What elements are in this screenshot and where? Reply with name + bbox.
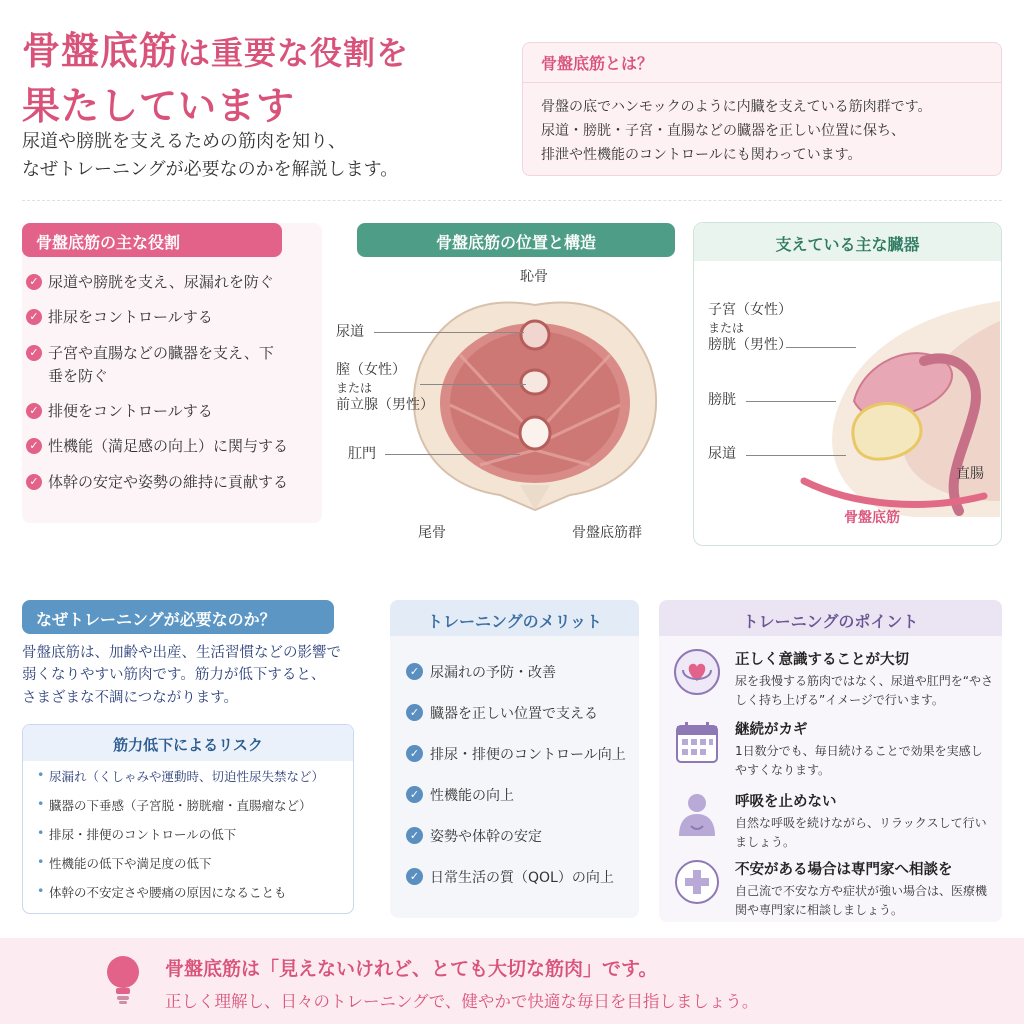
check-icon: ✓ [406, 704, 423, 721]
point-title: 正しく意識することが大切 [735, 652, 909, 668]
check-icon: ✓ [26, 274, 42, 290]
label-vagina-prostate: 膣（女性） または 前立腺（男性） [336, 362, 434, 414]
check-icon: ✓ [26, 403, 42, 419]
what-is-heading: 骨盤底筋とは？ [523, 43, 1001, 83]
list-item: • 性機能の低下や満足度の低下 [37, 854, 324, 872]
list-item: ✓ 日常生活の質（QOL）の向上 [406, 867, 626, 887]
what-is-line1: 骨盤の底でハンモックのように内臓を支えている筋肉群です。 [541, 99, 932, 115]
what-is-line3: 排泄や性機能のコントロールにも関わっています。 [541, 147, 862, 164]
label-urethra: 尿道 [336, 324, 364, 340]
merits-heading: トレーニングのメリット [390, 600, 639, 636]
list-item: • 体幹の不安定さや腰痛の原因になることも [37, 883, 324, 901]
leader-line [786, 347, 856, 348]
list-item: • 臓器の下垂感（子宮脱・膀胱瘤・直腸瘤など） [37, 796, 324, 814]
merits-panel [390, 600, 639, 918]
person-icon [673, 790, 721, 838]
lightbulb-icon [104, 954, 142, 1006]
list-item: ✓ 臓器を正しい位置で支える [406, 703, 626, 723]
footer-line2: 正しく理解し、日々のトレーニングで、健やかで快適な毎日を目指しましょう。 [165, 992, 759, 1011]
label-anus: 肛門 [348, 446, 376, 462]
title-line2: 果たしています [22, 84, 296, 129]
points-heading: トレーニングのポイント [659, 600, 1002, 636]
label-rectum: 直腸 [956, 466, 984, 482]
what-is-body [541, 95, 991, 167]
subtitle-line2: なぜトレーニングが必要なのかを解説します。 [22, 158, 399, 180]
merits-list [406, 662, 626, 908]
why-line2: 弱くなりやすい筋肉です。筋力が低下すると、 [22, 667, 326, 684]
risk-heading: 筋力低下によるリスク [23, 725, 353, 761]
list-item: ✓ 排尿をコントロールする [22, 306, 312, 329]
list-item: ✓ 尿道や膀胱を支え、尿漏れを防ぐ [22, 271, 312, 294]
what-is-line2: 尿道・膀胱・子宮・直腸などの臓器を正しい位置に保ち、 [541, 123, 905, 140]
why-line1: 骨盤底筋は、加齢や出産、生活習慣などの影響で [22, 645, 341, 661]
calendar-icon [673, 718, 721, 766]
check-icon: ✓ [406, 745, 423, 762]
points-panel [659, 600, 1002, 922]
risk-list [37, 767, 324, 912]
point-text: 自己流で不安な方や症状が強い場合は、医療機関や専門家に相談しましょう。 [735, 884, 988, 917]
footer-line1: 骨盤底筋は「見えないけれど、とても大切な筋肉」です。 [165, 958, 658, 980]
pelvic-floor-illustration [400, 285, 670, 525]
point-text: 尿を我慢する筋肉ではなく、尿道や肛門を“やさしく持ち上げる”イメージで行います。 [735, 674, 993, 707]
check-icon: ✓ [26, 474, 42, 490]
check-icon: ✓ [26, 438, 42, 454]
leader-line [374, 332, 524, 333]
list-item: ✓ 子宮や直腸などの臓器を支え、下垂を防ぐ [22, 342, 282, 389]
roles-panel [22, 223, 322, 523]
page-title [22, 24, 492, 134]
list-item: ✓ 体幹の安定や姿勢の維持に貢献する [22, 471, 312, 494]
pelvis-heart-icon [673, 648, 721, 696]
label-pubis: 恥骨 [520, 269, 548, 285]
leader-line [746, 455, 846, 456]
label-urethra: 尿道 [708, 446, 736, 462]
footer-banner [0, 938, 1024, 1024]
leader-line [746, 401, 836, 402]
point-title: 呼吸を止めない [735, 794, 837, 810]
label-bladder: 膀胱 [708, 392, 736, 408]
point-text: 1日数分でも、毎日続けることで効果を実感しやすくなります。 [735, 744, 983, 777]
title-rest: は重要な役割を [178, 34, 410, 72]
why-body [22, 642, 367, 709]
point-text: 自然な呼吸を続けながら、リラックスして行いましょう。 [735, 816, 987, 849]
anatomy-heading: 骨盤底筋の位置と構造 [357, 223, 675, 257]
point-title: 継続がカギ [735, 722, 808, 738]
list-item: ✓ 尿漏れの予防・改善 [406, 662, 626, 682]
check-icon: ✓ [406, 868, 423, 885]
point-title: 不安がある場合は専門家へ相談を [735, 862, 953, 878]
why-line3: さまざまな不調につながります。 [22, 689, 239, 706]
list-item: • 排尿・排便のコントロールの低下 [37, 825, 324, 843]
section-divider [22, 200, 1002, 201]
title-strong: 骨盤底筋 [22, 29, 179, 73]
organs-heading: 支えている主な臓器 [694, 223, 1001, 261]
why-heading: なぜトレーニングが必要なのか？ [22, 600, 334, 634]
check-icon: ✓ [406, 786, 423, 803]
risk-panel [22, 724, 354, 914]
label-pelvic-floor-muscles: 骨盤底筋群 [572, 525, 642, 541]
medical-cross-icon [673, 858, 721, 906]
roles-heading: 骨盤底筋の主な役割 [22, 223, 282, 257]
list-item: • 尿漏れ（くしゃみや運動時、切迫性尿失禁など） [37, 767, 324, 785]
list-item: ✓ 姿勢や体幹の安定 [406, 826, 626, 846]
list-item: ✓ 排便をコントロールする [22, 400, 312, 423]
check-icon: ✓ [26, 309, 42, 325]
organs-panel [693, 222, 1002, 546]
leader-line [420, 384, 526, 385]
check-icon: ✓ [26, 345, 42, 361]
list-item: ✓ 性機能の向上 [406, 785, 626, 805]
roles-list [22, 271, 312, 506]
list-item: ✓ 排尿・排便のコントロール向上 [406, 744, 626, 764]
subtitle-line1: 尿道や膀胱を支えるための筋肉を知り、 [22, 131, 346, 152]
what-is-box [522, 42, 1002, 176]
list-item: ✓ 性機能（満足感の向上）に関与する [22, 435, 312, 458]
check-icon: ✓ [406, 663, 423, 680]
label-uterus-bladder: 子宮（女性） または 膀胱（男性） [708, 302, 792, 354]
page-subtitle [22, 128, 492, 184]
leader-line [385, 454, 520, 455]
label-pelvic-floor: 骨盤底筋 [844, 510, 900, 526]
label-coccyx: 尾骨 [418, 525, 446, 541]
check-icon: ✓ [406, 827, 423, 844]
